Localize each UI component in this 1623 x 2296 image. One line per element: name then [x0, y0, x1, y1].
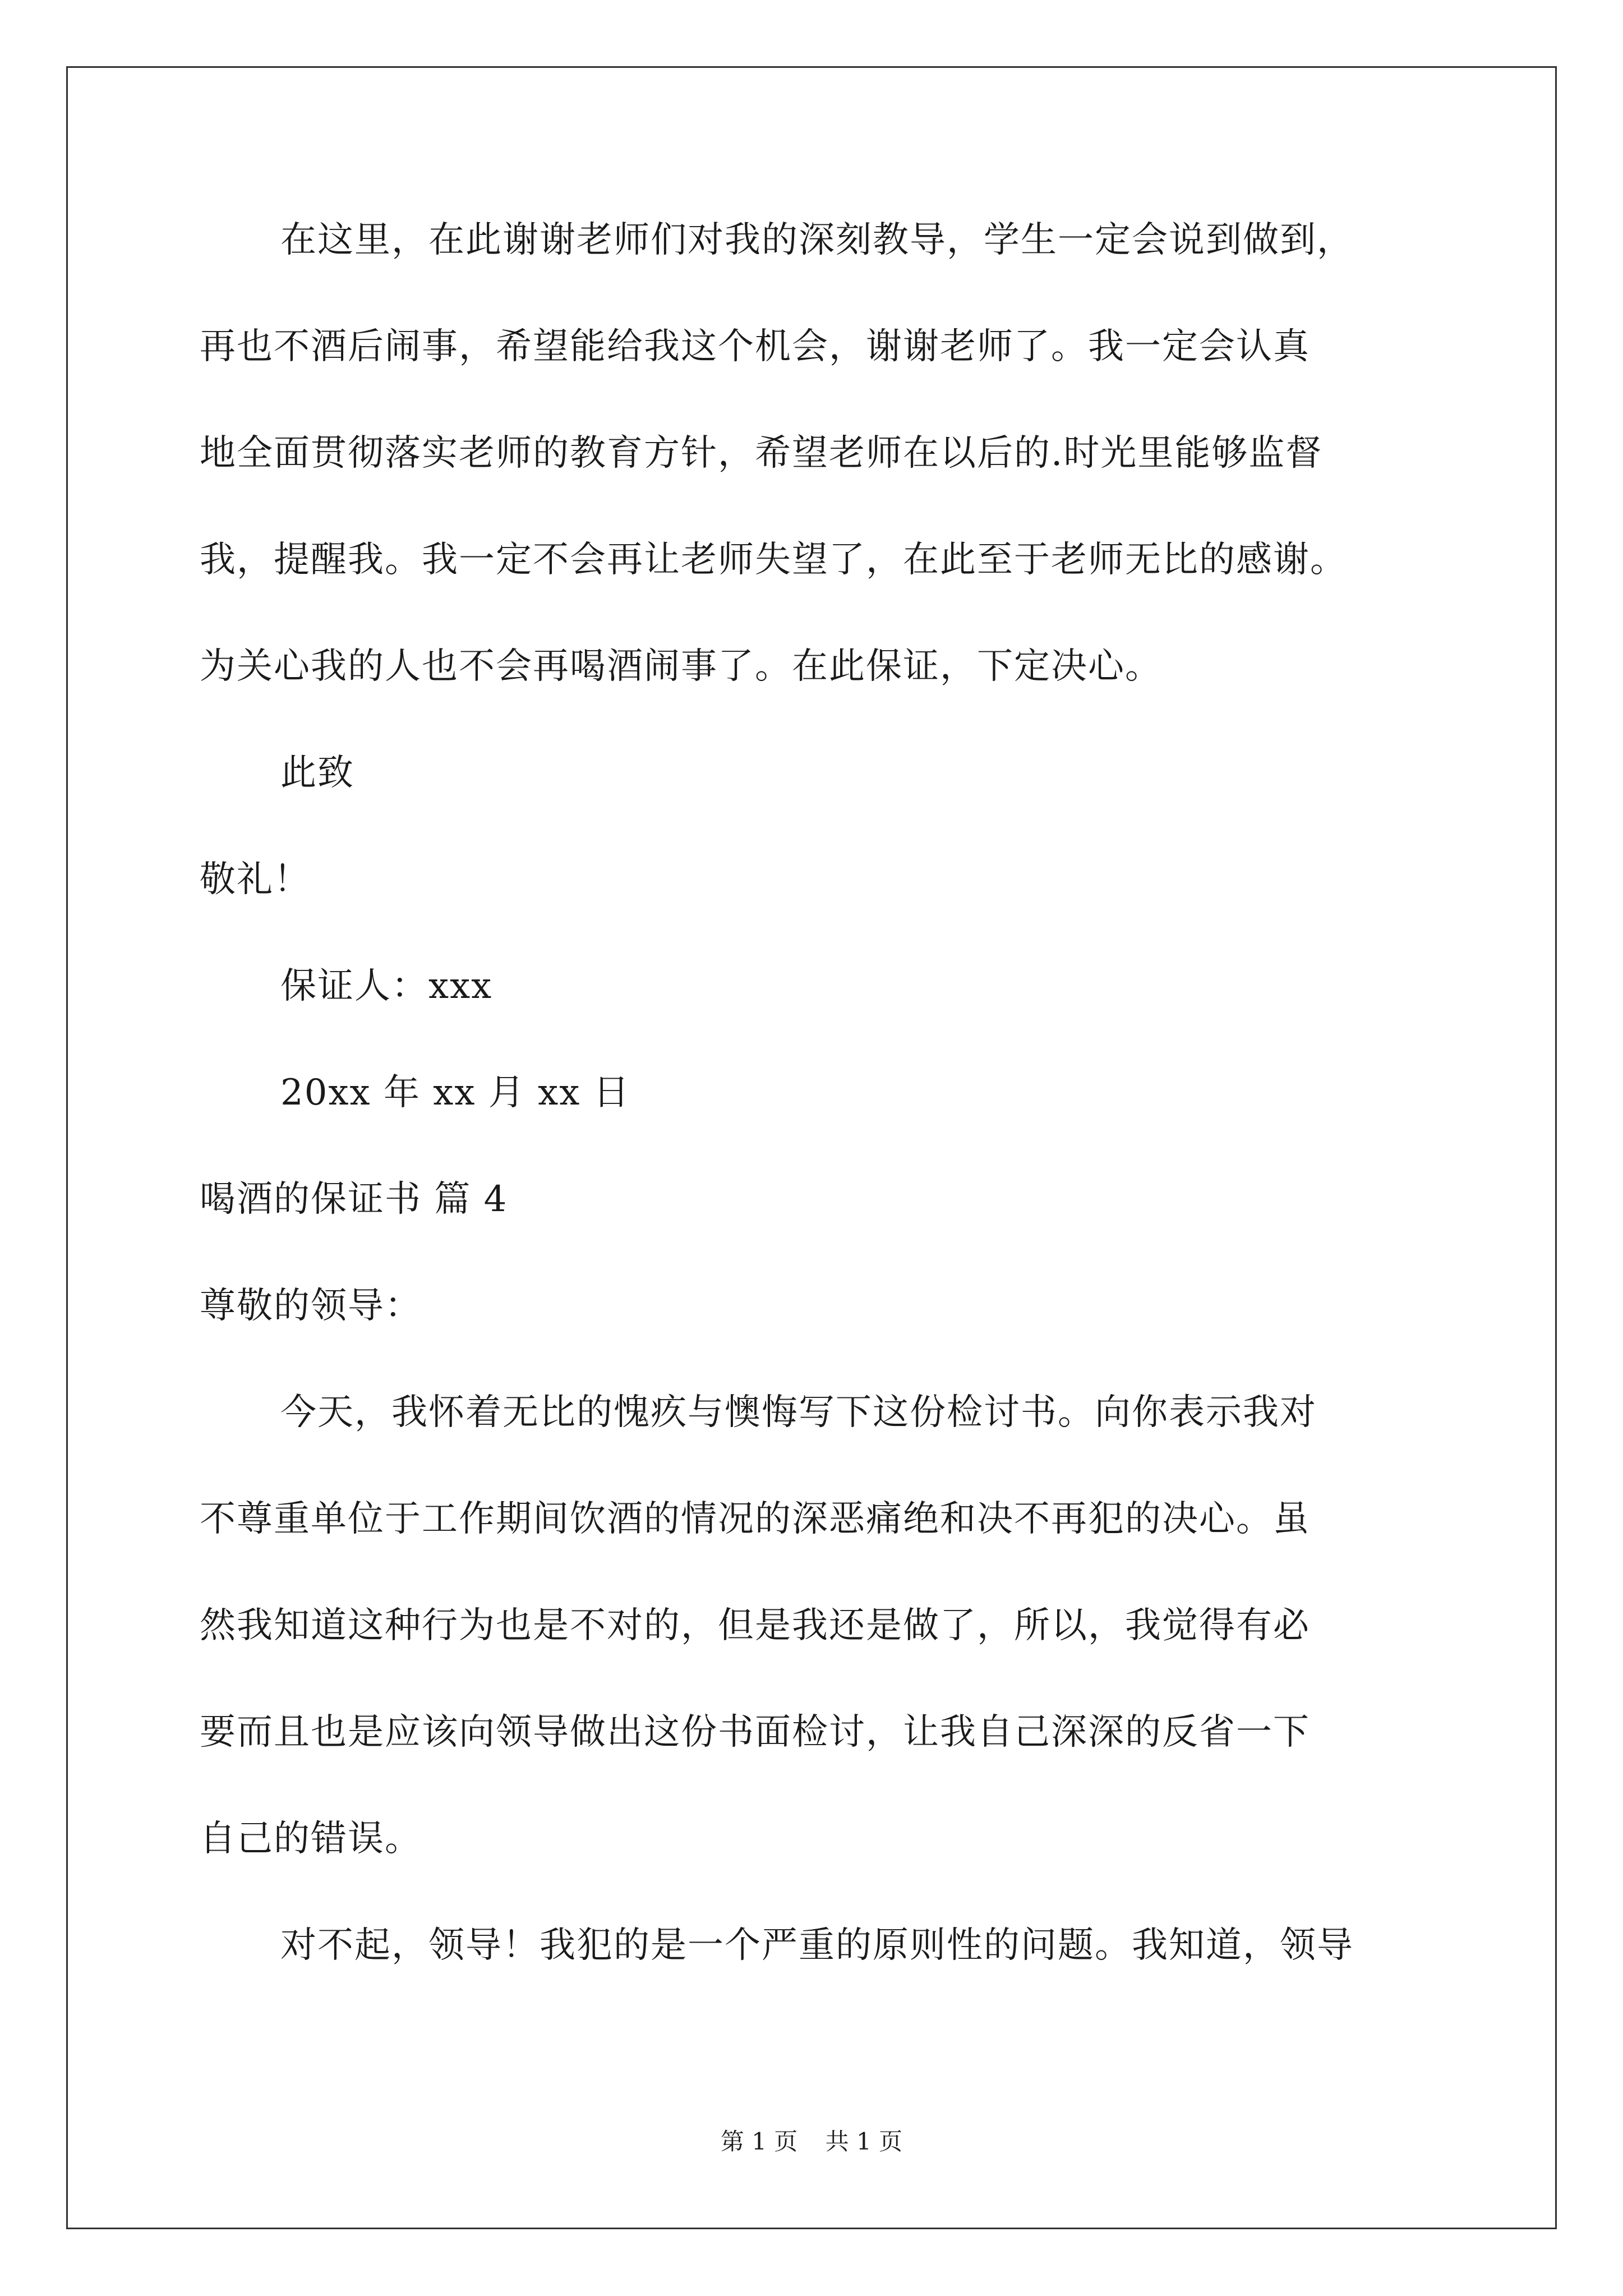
paragraph-line: 地全面贯彻落实老师的教育方针，希望老师在以后的.时光里能够监督: [200, 432, 1323, 474]
page-footer: [0, 2125, 1623, 2159]
guarantor-signature: 保证人：xxx: [280, 965, 493, 1007]
paragraph-line: 自己的错误。: [200, 1818, 422, 1860]
document-body: [200, 212, 1433, 2024]
page-number: 第 1 页: [720, 2128, 798, 2155]
section-title: 喝酒的保证书 篇 4: [200, 1179, 508, 1220]
salutation-respect: 敬礼！: [200, 859, 311, 900]
paragraph-line: 要而且也是应该向领导做出这份书面检讨，让我自己深深的反省一下: [200, 1711, 1310, 1753]
paragraph-line: 我，提醒我。我一定不会再让老师失望了，在此至于老师无比的感谢。: [200, 539, 1347, 581]
paragraph-line: 对不起，领导！我犯的是一个严重的原则性的问题。我知道，领导: [280, 1925, 1354, 1966]
paragraph-line: 今天，我怀着无比的愧疚与懊悔写下这份检讨书。向你表示我对: [280, 1392, 1317, 1433]
paragraph-line: 再也不酒后闹事，希望能给我这个机会，谢谢老师了。我一定会认真: [200, 326, 1310, 367]
paragraph-line: 为关心我的人也不会再喝酒闹事了。在此保证，下定决心。: [200, 646, 1162, 687]
paragraph-line: 在这里，在此谢谢老师们对我的深刻教导，学生一定会说到做到，: [280, 219, 1354, 261]
letter-greeting: 尊敬的领导：: [200, 1285, 422, 1327]
paragraph-line: 不尊重单位于工作期间饮酒的情况的深恶痛绝和决不再犯的决心。虽: [200, 1498, 1310, 1540]
page-total: 共 1 页: [825, 2128, 903, 2155]
signature-date: 20xx 年 xx 月 xx 日: [280, 1072, 630, 1114]
salutation-closing: 此致: [280, 752, 354, 794]
paragraph-line: 然我知道这种行为也是不对的，但是我还是做了，所以，我觉得有必: [200, 1605, 1310, 1646]
